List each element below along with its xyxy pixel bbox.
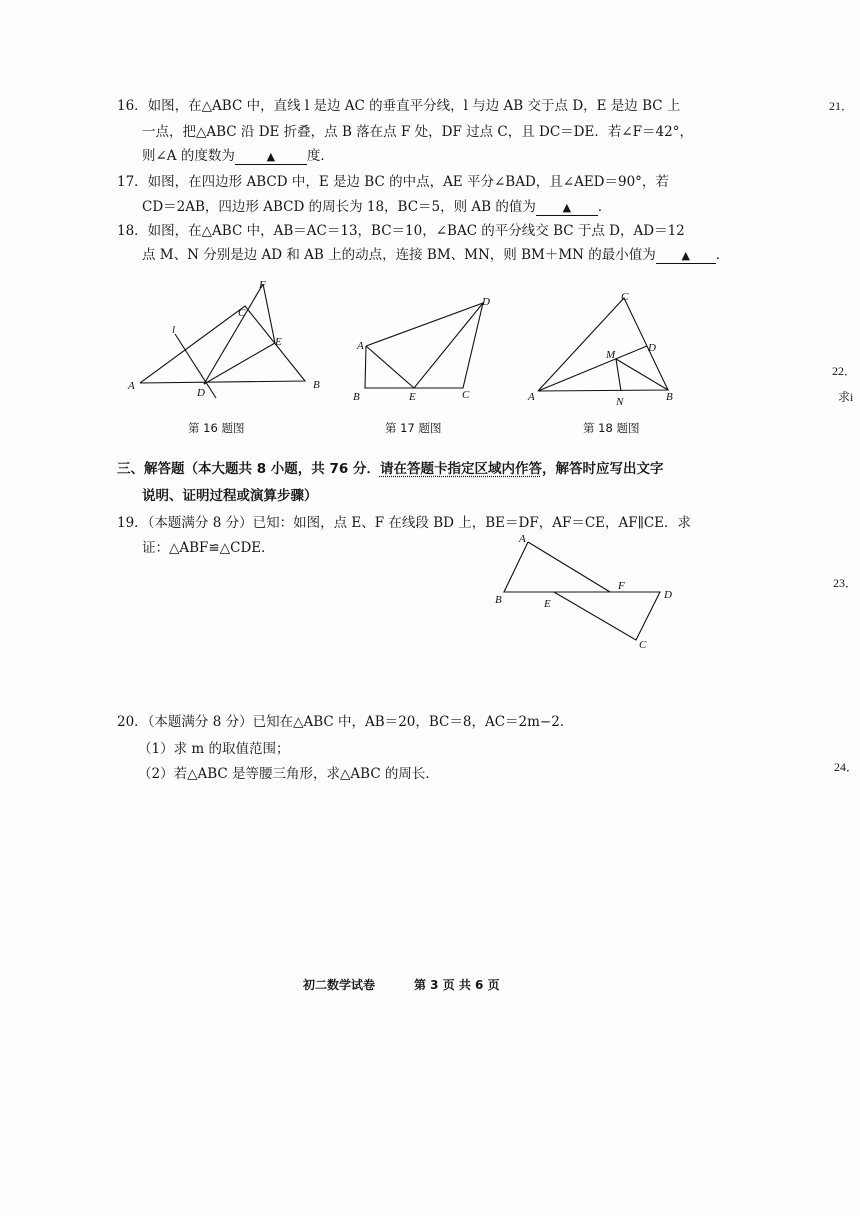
fig16-line-l [175, 334, 216, 398]
figure-19 [488, 530, 688, 655]
section3-heading-post: ，解答时应写出文字 [541, 461, 664, 477]
figure-18 [520, 286, 690, 410]
fig16-label-d: D [197, 387, 205, 399]
q18-line2-pre: 点 M、N 分别是边 AD 和 AB 上的动点，连接 BM、MN，则 BM＋MN 的最小值为 [142, 247, 656, 263]
fig16-segment-df [204, 284, 263, 384]
fig17-caption: 第 17 题图 [385, 421, 442, 435]
q16-line3-post: 度． [306, 148, 334, 164]
fig19-label-d: D [664, 589, 672, 601]
fig16-label-c: C [238, 307, 246, 319]
footer-page-number: 第 3 页 共 6 页 [414, 978, 500, 992]
q20-sub2: （2）若△ABC 是等腰三角形，求△ABC 的周长． [138, 766, 439, 782]
edge-q24-number: 24． [834, 760, 859, 774]
fig17-segment-ae [366, 346, 414, 388]
fig18-label-n: N [616, 396, 624, 408]
fig16-label-b: B [313, 379, 320, 391]
answer-triangle-icon: ▲ [266, 150, 276, 163]
q16-line1: 16．如图，在△ABC 中，直线 l 是边 AC 的垂直平分线，l 与边 AB 交于点 D，E 是边 BC 上 [117, 98, 681, 114]
edge-q22-text: 求i [838, 390, 854, 404]
edge-q21-number: 21． [829, 99, 854, 113]
q20-line1: 20．（本题满分 8 分）已知在△ABC 中，AB＝20，BC＝8，AC＝2m−2． [117, 714, 574, 730]
q18-line2-post: ． [715, 247, 730, 263]
fig18-label-d: D [648, 342, 656, 354]
q17-line2-pre: CD＝2AB，四边形 ABCD 的周长为 18，BC＝5，则 AB 的值为 [142, 199, 536, 215]
fig19-label-c: C [639, 639, 647, 651]
fig17-label-d: D [482, 296, 490, 308]
footer-title: 初二数学试卷 [303, 978, 376, 992]
fig16-segment-fe [263, 284, 275, 343]
q16-answer-blank [235, 148, 307, 165]
q18-answer-blank [656, 247, 716, 264]
q17-line2 [142, 197, 611, 217]
section3-heading-dotted: 请在答题卡指定区域内作答 [379, 461, 542, 477]
edge-q23-number: 23． [833, 576, 858, 590]
section3-heading-line2: 说明、证明过程或演算步骤） [142, 488, 318, 504]
fig18-caption: 第 18 题图 [583, 421, 640, 435]
q16-line3-pre: 则∠A 的度数为 [142, 148, 235, 164]
answer-triangle-icon: ▲ [681, 249, 690, 262]
fig18-segment-ad [538, 346, 647, 391]
edge-q22-number: 22． [832, 364, 857, 378]
figure-16 [120, 276, 330, 406]
fig16-caption: 第 16 题图 [188, 421, 245, 435]
fig16-label-a: A [128, 380, 135, 392]
fig19-triangle-cde [554, 592, 660, 640]
fig18-segment-mn [616, 359, 621, 391]
q16-line3 [142, 146, 334, 166]
q18-line2 [142, 245, 729, 265]
fig16-label-l: l [172, 324, 176, 336]
fig18-label-a: A [528, 391, 535, 403]
fig17-label-c: C [462, 389, 470, 401]
q17-answer-blank [536, 199, 598, 216]
fig17-label-b: B [353, 391, 360, 403]
section3-heading-line1 [117, 459, 663, 479]
figure-17 [345, 290, 505, 410]
q17-line1: 17．如图，在四边形 ABCD 中，E 是边 BC 的中点，AE 平分∠BAD，且∠AED＝90°，若 [117, 174, 669, 190]
fig18-label-b: B [666, 391, 673, 403]
q20-sub1: （1）求 m 的取值范围； [138, 741, 290, 757]
q16-line2: 一点，把△ABC 沿 DE 折叠，点 B 落在点 F 处，DF 过点 C，且 DC＝DE．若∠F＝42°， [142, 124, 693, 140]
fig18-label-c: C [621, 291, 629, 303]
fig16-segment-de [204, 343, 275, 384]
fig17-label-e: E [409, 391, 416, 403]
fig19-label-b: B [495, 594, 502, 606]
section3-heading-pre: 三、解答题（本大题共 8 小题，共 76 分． [117, 461, 380, 477]
fig19-label-a: A [519, 533, 526, 545]
fig19-triangle-abf [504, 542, 610, 592]
fig17-label-a: A [357, 340, 364, 352]
fig19-label-e: E [544, 598, 551, 610]
q18-line1: 18．如图，在△ABC 中，AB＝AC＝13，BC＝10，∠BAC 的平分线交 BC 于点 D，AD＝12 [117, 223, 685, 239]
q19-line1: 19．（本题满分 8 分）已知：如图，点 E、F 在线段 BD 上，BE＝DF，AF＝CE，AF∥CE．求 [117, 515, 692, 531]
fig16-label-e: E [275, 336, 282, 348]
q19-line2: 证：△ABF≌△CDE． [142, 540, 275, 556]
answer-triangle-icon: ▲ [562, 201, 572, 214]
q17-line2-post: ． [597, 199, 612, 215]
fig16-label-f: F [259, 279, 266, 291]
fig18-label-m: M [606, 349, 616, 361]
fig19-label-f: F [618, 580, 625, 592]
